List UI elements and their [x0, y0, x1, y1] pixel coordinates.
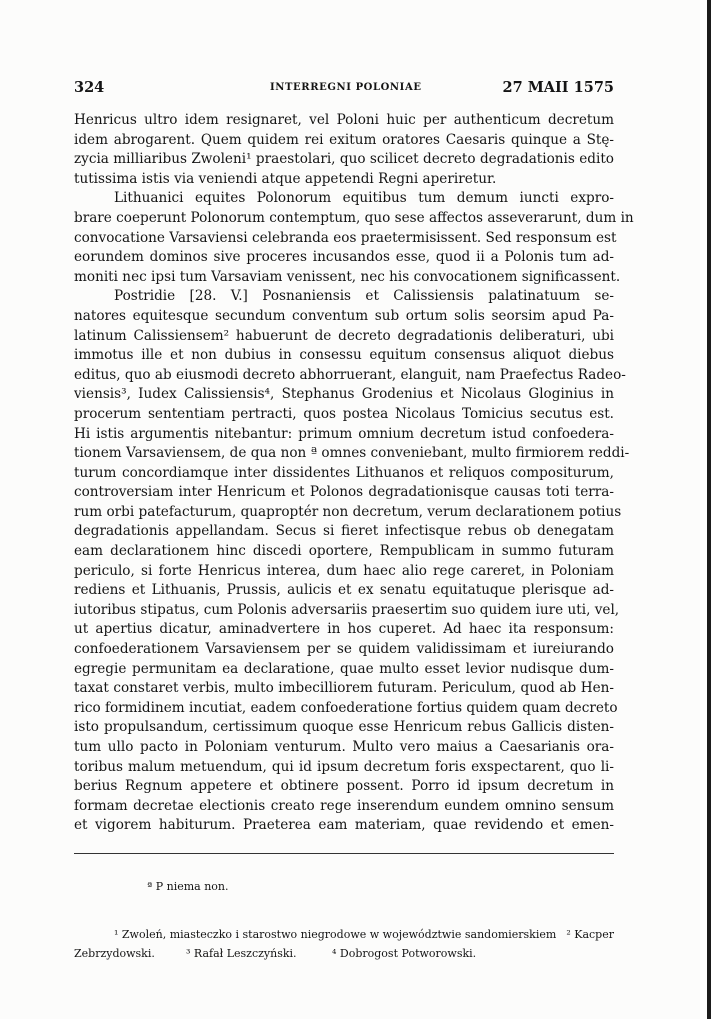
text-line: Henricus ultro idem resignaret, vel Poloni huic per authenticum decretum — [74, 112, 614, 128]
footnote-divider — [74, 853, 614, 854]
scan-edge-line — [707, 0, 711, 1019]
text-line: eorundem dominos sive proceres incusandos esse, quod ii a Polonis tum ad- — [74, 249, 614, 266]
text-line: ut apertius dicatur, aminadvertere in hos cuperet. Ad haec ita responsum: — [74, 621, 614, 638]
text-line: viensis³, Iudex Calissiensis⁴, Stephanus Grodenius et Nicolaus Gloginius in — [74, 386, 614, 403]
text-line: isto propulsandum, certissimum quoque esse Henricum rebus Gallicis disten- — [74, 719, 614, 736]
text-line: zycia milliaribus Zwoleni¹ praestolari, quo scilicet decreto degradationis edito — [74, 151, 614, 168]
text-line: Lithuanici equites Polonorum equitibus tum demum iuncti expro- — [114, 190, 614, 207]
text-line: Postridie [28. V.] Posnaniensis et Calissiensis palatinatuum se- — [114, 288, 614, 305]
footnote-2-end: Zebrzydowski. — [74, 947, 155, 960]
text-line: immotus ille et non dubius in consessu equitum consensus aliquot diebus — [74, 347, 614, 364]
text-line: formam decretae electionis creato rege inserendum eundem omnino sensum — [74, 797, 614, 814]
text-line: berius Regnum appetere et obtinere possent. Porro id ipsum decretum in — [74, 778, 614, 795]
text-line: brare coeperunt Polonorum contemptum, quo sese affectos asseverarunt, dum in — [74, 209, 634, 226]
footnote-4: ⁴ Dobrogost Potworowski. — [332, 947, 477, 960]
footnote-2-start: ² Kacper — [566, 928, 614, 941]
text-line: eam declarationem hinc discedi oportere, Rempublicam in summo futuram — [74, 543, 614, 560]
text-line: tionem Varsaviensem, de qua non ª omnes conveniebant, multo firmiorem reddi- — [74, 445, 630, 462]
text-line: editus, quo ab eiusmodi decreto abhorruerant, elanguit, nam Praefectus Radeo- — [74, 366, 626, 383]
text-line: tutissima istis via veniendi atque appetendi Regni aperiretur. — [74, 170, 497, 187]
text-line: convocatione Varsaviensi celebranda eos praetermisissent. Sed responsum est — [74, 229, 617, 246]
text-line: confoederationem Varsaviensem per se quidem validissimam et iureiurando — [74, 641, 614, 658]
text-line: rediens et Lithuanis, Prussis, aulicis et ex senatu equitatuque plerisque ad- — [74, 582, 614, 599]
text-line: moniti nec ipsi tum Varsaviam venissent, nec his convocationem significassent. — [74, 268, 621, 285]
text-line: idem abrogarent. Quem quidem rei exitum oratores Caesaris quinque a Stę- — [74, 131, 614, 148]
running-title: INTERREGNI POLONIAE — [270, 82, 422, 93]
text-line: tum ullo pacto in Poloniam venturum. Multo vero maius a Caesarianis ora- — [74, 739, 614, 755]
text-line: et vigorem habiturum. Praeterea eam materiam, quae revidendo et emen- — [74, 817, 614, 834]
text-line: toribus malum metuendum, qui id ipsum decretum foris exspectarent, quo li- — [74, 758, 614, 775]
footnote-line — [74, 925, 614, 944]
footnote-3: ³ Rafał Leszczyński. — [186, 947, 297, 960]
textual-footnote: ª P niema non. — [147, 880, 229, 893]
footnotes — [74, 925, 614, 963]
text-line: procerum sententiam pertracti, quos postea Nicolaus Tomicius secutus est. — [74, 405, 614, 422]
text-line: taxat constaret verbis, multo imbecilliorem futuram. Periculum, quod ab Hen- — [74, 680, 614, 697]
main-text — [74, 111, 634, 836]
text-line: Hi istis argumentis nitebantur: primum omnium decretum istud confoedera- — [74, 425, 614, 442]
header-date: 27 MAII 1575 — [502, 79, 614, 96]
footnote-1: ¹ Zwoleń, miasteczko i starostwo niegrodowe w województwie sandomierskiem — [114, 928, 557, 941]
footnote-line — [74, 944, 614, 963]
text-line: turum concordiamque inter dissidentes Lithuanos et reliquos compositurum, — [74, 464, 614, 481]
text-line: degradationis appellandam. Secus si fieret infectisque rebus ob denegatam — [74, 523, 614, 540]
text-line: latinum Calissiensem² habuerunt de decreto degradationis deliberaturi, ubi — [74, 327, 614, 344]
text-line: natores equitesque secundum conventum sub ortum solis seorsim apud Pa- — [74, 307, 614, 324]
page-header — [74, 79, 614, 101]
text-line: rum orbi patefacturum, quaproptér non decretum, verum declarationem potius — [74, 503, 622, 520]
text-line: egregie permunitam ea declaratione, quae multo esset levior nudisque dum- — [74, 660, 614, 677]
text-line: controversiam inter Henricum et Polonos degradationisque causas toti terra- — [74, 484, 614, 501]
text-line: rico formidinem incutiat, eadem confoederatione fortius quidem quam decreto — [74, 699, 618, 716]
text-line: periculo, si forte Henricus interea, dum haec alio rege careret, in Poloniam — [74, 562, 614, 579]
text-line: iutoribus stipatus, cum Polonis adversariis praesertim suo quidem iure uti, vel, — [74, 601, 620, 618]
page-number: 324 — [74, 79, 105, 96]
